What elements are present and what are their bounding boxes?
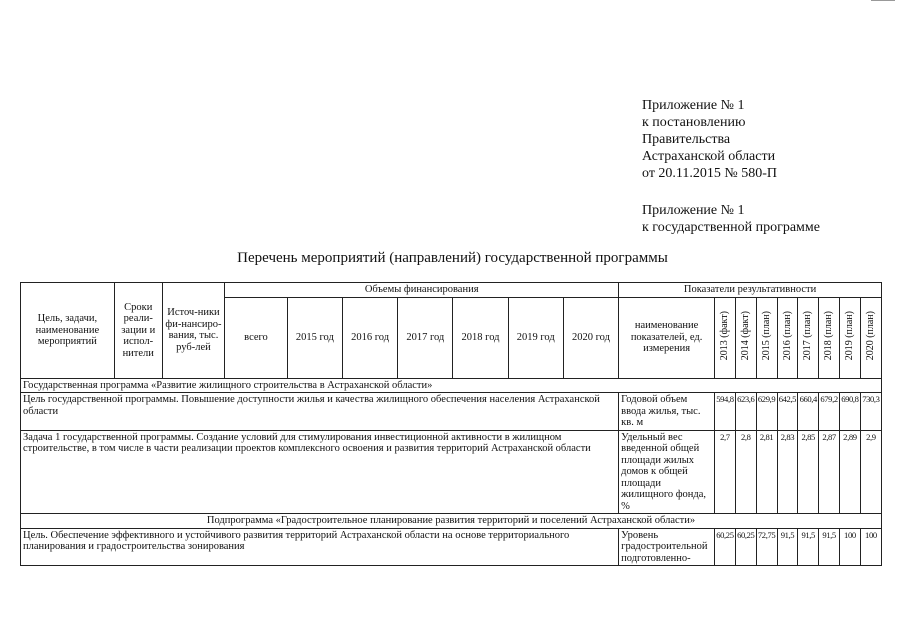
header-fin-2018: 2018 год (453, 297, 508, 378)
header-fin-total: всего (225, 297, 288, 378)
header-financing: Объемы финансирования (225, 283, 619, 298)
measure-text-cell: Цель. Обеспечение эффективного и устойчивого развития территорий Астраханской области на основе территориального планирования и градостроительства зонирования (21, 528, 619, 566)
annex-line: Приложение № 1 (642, 98, 745, 113)
header-row-1 (21, 283, 882, 298)
annex-line: Астраханской области (642, 149, 776, 164)
annex-program-block (642, 202, 820, 236)
annex-resolution-block (642, 97, 777, 182)
indicator-value-cell: 2,8 (735, 430, 756, 514)
indicator-value-cell: 623,6 (735, 393, 756, 431)
indicator-name-cell: Удельный вес введенной общей площади жилых домов к общей площади жилищного фонда, % (619, 430, 715, 514)
annex-line: к государственной программе (642, 220, 820, 235)
indicator-value-cell: 2,85 (798, 430, 819, 514)
table-body (21, 283, 882, 566)
indicator-value-cell: 60,25 (735, 528, 756, 566)
header-year-2013: 2013 (факт) (715, 297, 736, 378)
program-title-cell: Государственная программа «Развитие жилищного строительства в Астраханской области» (21, 378, 882, 393)
indicator-name-cell: Годовой объем ввода жилья, тыс. кв. м (619, 393, 715, 431)
indicator-value-cell: 629,9 (756, 393, 777, 431)
indicator-value-cell: 60,25 (715, 528, 736, 566)
indicator-value-cell: 679,2 (819, 393, 840, 431)
header-year-2015: 2015 (план) (756, 297, 777, 378)
indicator-name-cell: Уровень градостроительной подготовленно- (619, 528, 715, 566)
document-title: Перечень мероприятий (направлений) государственной программы (237, 250, 668, 266)
annex-line: к постановлению (642, 115, 746, 130)
header-fin-2015: 2015 год (287, 297, 342, 378)
header-results: Показатели результативности (619, 283, 882, 298)
indicator-value-cell: 594,8 (715, 393, 736, 431)
annex-line: Правительства (642, 132, 731, 147)
annex-line: от 20.11.2015 № 580-П (642, 166, 778, 181)
indicator-value-cell: 2,9 (860, 430, 881, 514)
header-fin-2019: 2019 год (508, 297, 563, 378)
indicator-value-cell: 2,81 (756, 430, 777, 514)
indicator-value-cell: 2,89 (839, 430, 860, 514)
subprogram-title-cell: Подпрограмма «Градостроительное планирование развития территорий и поселений Астраханской области» (21, 514, 882, 529)
header-year-2020: 2020 (план) (860, 297, 881, 378)
scan-artifact (871, 0, 895, 1)
indicator-value-cell: 91,5 (798, 528, 819, 566)
annex-line: Приложение № 1 (642, 203, 745, 218)
header-year-2019: 2019 (план) (839, 297, 860, 378)
measure-text-cell: Цель государственной программы. Повышение доступности жилья и качества жилищного обеспечения населения Астраханской области (21, 393, 619, 431)
indicator-value-cell: 642,5 (777, 393, 798, 431)
table-row (21, 393, 882, 431)
indicator-value-cell: 100 (860, 528, 881, 566)
header-indicator-name: наименование показателей, ед. измерения (619, 297, 715, 378)
header-goal: Цель, задачи, наименование мероприятий (21, 283, 115, 379)
indicator-value-cell: 730,3 (860, 393, 881, 431)
table-row (21, 528, 882, 566)
header-year-2017: 2017 (план) (798, 297, 819, 378)
indicator-value-cell: 2,83 (777, 430, 798, 514)
table-row (21, 430, 882, 514)
table-row (21, 378, 882, 393)
header-fin-2020: 2020 год (563, 297, 618, 378)
indicator-value-cell: 72,75 (756, 528, 777, 566)
header-year-2014: 2014 (факт) (735, 297, 756, 378)
indicator-value-cell: 2,87 (819, 430, 840, 514)
indicator-value-cell: 690,8 (839, 393, 860, 431)
header-fin-2017: 2017 год (398, 297, 453, 378)
measures-table (20, 282, 882, 566)
indicator-value-cell: 100 (839, 528, 860, 566)
indicator-value-cell: 2,7 (715, 430, 736, 514)
measure-text-cell: Задача 1 государственной программы. Создание условий для стимулирования инвестиционной активности в жилищном строительстве, в том числе в части реализации проектов комплексного освоения и развития территорий Астраханской области (21, 430, 619, 514)
table-row (21, 514, 882, 529)
header-terms: Сроки реали-зации и испол-нители (114, 283, 162, 379)
header-fin-2016: 2016 год (342, 297, 397, 378)
header-year-2016: 2016 (план) (777, 297, 798, 378)
header-year-2018: 2018 (план) (819, 297, 840, 378)
indicator-value-cell: 91,5 (777, 528, 798, 566)
indicator-value-cell: 660,4 (798, 393, 819, 431)
header-sources: Источ-ники фи-нансиро-вания, тыс. руб-лей (162, 283, 225, 379)
indicator-value-cell: 91,5 (819, 528, 840, 566)
